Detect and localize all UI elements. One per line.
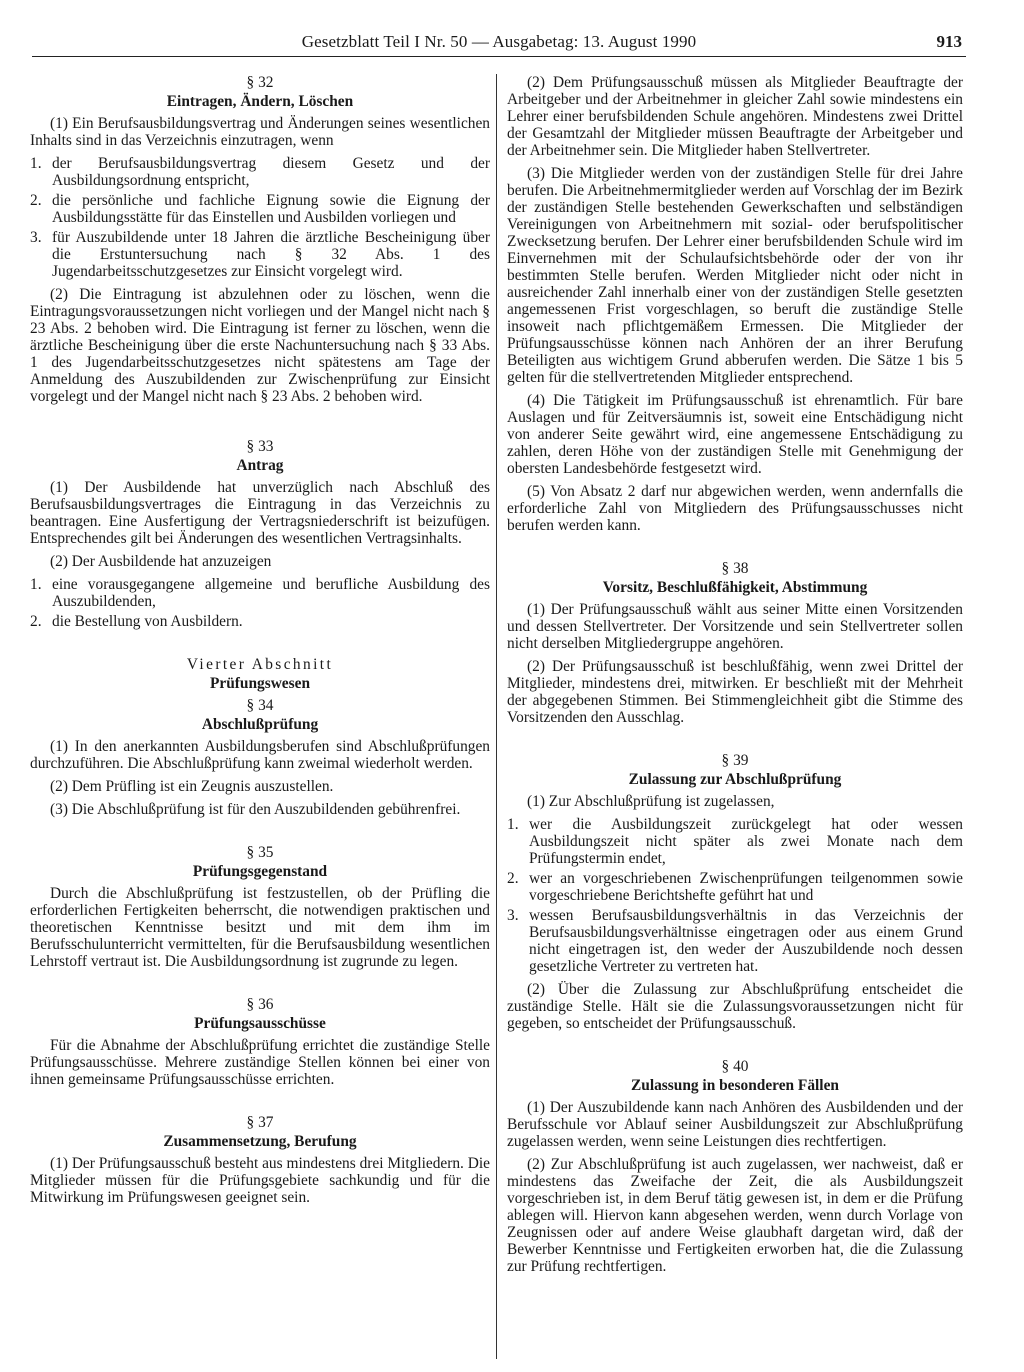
section-34 <box>30 697 490 818</box>
paragraph: (1) Der Auszubildende kann nach Anhören des Ausbildenden und der Berufsschule vor Ablauf seiner Ausbildungszeit zur Abschlußprüfung zugelassen werden, wenn seine Leistungen dies rechtfertigen. <box>507 1099 963 1150</box>
right-column <box>507 74 963 1281</box>
chapter-title: Prüfungswesen <box>209 675 311 692</box>
paragraph: (1) Der Prüfungsausschuß besteht aus mindestens drei Mitgliedern. Die Mitglieder müssen für die Prüfungsgebiete sachkundig und für die Mitwirkung im Prüfungswesen geeignet sein. <box>30 1155 490 1206</box>
list-item <box>507 870 963 904</box>
section-title: Prüfungsgegenstand <box>192 863 328 880</box>
left-column <box>30 74 490 1212</box>
list-item-text: die persönliche und fachliche Eignung sowie die Eignung der Ausbildungsstätte für das Einstellen und Ausbilden vorliegen und <box>52 192 490 226</box>
paragraph: (1) Zur Abschlußprüfung ist zugelassen, <box>527 793 775 810</box>
section-title: Zulassung in besonderen Fällen <box>631 1077 839 1094</box>
section-title: Vorsitz, Beschlußfähigkeit, Abstimmung <box>602 579 868 596</box>
list-item <box>30 229 490 280</box>
list-item-number: 1. <box>30 155 42 172</box>
paragraph: (1) Ein Berufsausbildungsvertrag und Änderungen seines wesentlichen Inhalts sind in das Verzeichnis einzutragen, wenn <box>30 115 490 149</box>
column-divider <box>496 74 497 1359</box>
section-40 <box>507 1058 963 1275</box>
paragraph: Für die Abnahme der Abschlußprüfung errichtet die zuständige Stelle Prüfungsausschüsse. Mehrere zuständige Stellen können bei einer von ihnen gemeinsame Prüfungsausschüsse errichten. <box>30 1037 490 1088</box>
page-number: 913 <box>936 32 962 51</box>
list-item-text: der Berufsausbildungsvertrag diesem Gesetz und der Ausbildungsordnung entspricht, <box>52 155 490 189</box>
section-39 <box>507 752 963 1032</box>
paragraph: (2) Der Ausbildende hat anzuzeigen <box>50 553 272 570</box>
paragraph: (2) Über die Zulassung zur Abschlußprüfung entscheidet die zuständige Stelle. Hält sie die Zulassungsvoraussetzungen nicht für gegeben, so entscheidet der Prüfungsausschuß. <box>507 981 963 1032</box>
list-item-text: für Auszubildende unter 18 Jahren die ärztliche Bescheinigung über die Erstuntersuchung nach § 32 Abs. 1 des Jugendarbeitsschutzgesetzes zur Einsicht vorgelegt wird. <box>52 229 490 280</box>
section-number: § 34 <box>246 697 274 714</box>
section-number: § 33 <box>246 438 274 455</box>
paragraph: (2) Die Eintragung ist abzulehnen oder zu löschen, wenn die Eintragungsvoraussetzungen nicht vorliegen und der Mangel nicht nach § 23 Abs. 2 behoben wird. Die Eintragung ist ferner zu löschen, wenn die ärztliche Bescheinigung über die erste Nachuntersuchung nach § 33 Abs. 1 des Jugendarbeitsschutzgesetzes nicht spätestens am Tage der Anmeldung des Auszubildenden zur Zwischenprüfung zur Einsicht vorgelegt und der Mangel nicht nach § 23 Abs. 2 behoben wird. <box>30 286 490 405</box>
list-item-number: 3. <box>507 907 519 924</box>
section-37 <box>30 1114 490 1206</box>
paragraph: (2) Der Prüfungsausschuß ist beschlußfähig, wenn zwei Drittel der Mitglieder, mindestens drei, mitwirken. Er beschließt mit der Mehrheit der abgegebenen Stimmen. Bei Stimmengleichheit gibt die Stimme des Vorsitzenden den Ausschlag. <box>507 658 963 726</box>
paragraph: (2) Dem Prüfungsausschuß müssen als Mitglieder Beauftragte der Arbeitgeber und der Arbeitnehmer in gleicher Zahl sowie mindestens ein Lehrer einer berufsbildenden Schule angehören. Mindestens zwei Drittel der Gesamtzahl der Mitglieder müssen Beauftragte der Arbeitgeber und der Arbeitnehmer sein. Die Mitglieder haben Stellvertreter. <box>507 74 963 159</box>
section-36 <box>30 996 490 1088</box>
paragraph: (1) Der Ausbildende hat unverzüglich nach Abschluß des Berufsausbildungsvertrages die Eintragung in das Verzeichnis zu beantragen. Eine Ausfertigung der Vertragsniederschrift ist beizufügen. Entsprechendes gilt bei Änderungen des wesentlichen Vertragsinhalts. <box>30 479 490 547</box>
section-title: Abschlußprüfung <box>201 716 319 733</box>
section-number: § 38 <box>721 560 749 577</box>
list-item-text: eine vorausgegangene allgemeine und berufliche Ausbildung des Auszubildenden, <box>52 576 490 610</box>
chapter-heading <box>30 656 490 692</box>
section-title: Eintragen, Ändern, Löschen <box>166 93 354 110</box>
numbered-list <box>30 576 490 630</box>
list-item-number: 1. <box>507 816 519 833</box>
section-number: § 35 <box>246 844 274 861</box>
list-item <box>30 576 490 610</box>
page-header <box>32 30 966 57</box>
list-item <box>30 613 490 630</box>
paragraph: (1) In den anerkannten Ausbildungsberufen sind Abschlußprüfungen durchzuführen. Die Abschlußprüfung kann zweimal wiederholt werden. <box>30 738 490 772</box>
list-item-number: 3. <box>30 229 42 246</box>
paragraph: (4) Die Tätigkeit im Prüfungsausschuß ist ehrenamtlich. Für bare Auslagen und für Zeitversäumnis ist, soweit eine Entschädigung nicht von anderer Seite gewährt wird, eine angemessene Entschädigung zu zahlen, deren Höhe von der zuständigen Stelle mit Genehmigung der obersten Landesbehörde festgesetzt wird. <box>507 392 963 477</box>
list-item <box>507 907 963 975</box>
list-item <box>507 816 963 867</box>
numbered-list <box>30 155 490 280</box>
section-number: § 39 <box>721 752 749 769</box>
chapter-label: Vierter Abschnitt <box>186 656 334 673</box>
list-item-number: 2. <box>507 870 519 887</box>
list-item-text: wessen Berufsausbildungsverhältnis in das Verzeichnis der Berufsausbildungsverhältnisse eingetragen oder aus einem Grund nicht eingetragen ist, den weder der Auszubildende noch dessen gesetzliche Vertreter zu vertreten hat. <box>529 907 963 975</box>
paragraph: (3) Die Abschlußprüfung ist für den Auszubildenden gebührenfrei. <box>50 801 461 818</box>
paragraph: (2) Dem Prüfling ist ein Zeugnis auszustellen. <box>50 778 334 795</box>
list-item-text: wer die Ausbildungszeit zurückgelegt hat oder wessen Ausbildungszeit nicht später als zwei Monate nach dem Prüfungstermin endet, <box>529 816 963 867</box>
section-title: Antrag <box>236 457 284 474</box>
list-item-text: wer an vorgeschriebenen Zwischenprüfungen teilgenommen sowie vorgeschriebene Berichtshefte geführt hat und <box>529 870 963 904</box>
section-number: § 40 <box>721 1058 749 1075</box>
section-32 <box>30 74 490 405</box>
header-title: Gesetzblatt Teil I Nr. 50 — Ausgabetag: 13. August 1990 <box>301 32 697 51</box>
paragraph: (1) Der Prüfungsausschuß wählt aus seiner Mitte einen Vorsitzenden und dessen Stellvertreter. Der Vorsitzende und sein Stellvertreter sollen nicht derselben Mitgliedergruppe angehören. <box>507 601 963 652</box>
section-37-continued <box>507 74 963 534</box>
section-35 <box>30 844 490 970</box>
section-title: Prüfungsausschüsse <box>194 1015 326 1032</box>
numbered-list <box>507 816 963 975</box>
list-item-number: 2. <box>30 192 42 209</box>
paragraph: (5) Von Absatz 2 darf nur abgewichen werden, wenn andernfalls die erforderliche Zahl von Mitgliedern des Prüfungsausschusses nicht berufen werden kann. <box>507 483 963 534</box>
paragraph: (3) Die Mitglieder werden von der zuständigen Stelle für drei Jahre berufen. Die Arbeitnehmermitglieder werden auf Vorschlag der im Bezirk der zuständigen Stelle bestehenden Gewerkschaften und selbständigen Vereinigungen von Arbeitnehmern mit sozial- oder berufspolitischer Zwecksetzung berufen. Der Lehrer einer berufsbildenden Schule wird im Einvernehmen mit der Schulaufsichtsbehörde oder der von ihr bestimmten Stelle berufen. Werden Mitglieder nicht oder nicht in ausreichender Zahl innerhalb einer von der zuständigen Stelle gesetzten angemessenen Frist vorgeschlagen, so beruft die zuständige Stelle insoweit nach pflichtgemäßem Ermessen. Die Mitglieder der Prüfungsausschüsse können nach Anhören der an ihrer Berufung Beteiligten aus wichtigem Grund abberufen werden. Die Sätze 1 bis 5 gelten für die stellvertretenden Mitglieder entsprechend. <box>507 165 963 386</box>
section-title: Zusammensetzung, Berufung <box>163 1133 357 1150</box>
section-title: Zulassung zur Abschlußprüfung <box>628 771 842 788</box>
list-item-number: 2. <box>30 613 42 630</box>
section-number: § 36 <box>246 996 274 1013</box>
list-item-text: die Bestellung von Ausbildern. <box>52 613 243 630</box>
list-item <box>30 192 490 226</box>
paragraph: Durch die Abschlußprüfung ist festzustellen, ob der Prüfling die erforderlichen Fertigkeiten beherrscht, die notwendigen praktischen und theoretischen Kenntnisse besitzt und mit dem ihm im Berufsschulunterricht vermittelten, für die Berufsausbildung wesentlichen Lehrstoff vertraut ist. Die Ausbildungsordnung ist zugrunde zu legen. <box>30 885 490 970</box>
section-number: § 32 <box>246 74 274 91</box>
list-item <box>30 155 490 189</box>
section-33 <box>30 438 490 630</box>
section-38 <box>507 560 963 726</box>
paragraph: (2) Zur Abschlußprüfung ist auch zugelassen, wer nachweist, daß er mindestens das Zweifache der Zeit, die als Ausbildungszeit vorgeschrieben ist, in dem Beruf tätig gewesen ist, in dem er die Prüfung ablegen will. Hiervon kann abgesehen werden, wenn durch Vorlage von Zeugnissen oder auf andere Weise glaubhaft dargetan wird, daß der Bewerber Kenntnisse und Fertigkeiten erworben hat, die die Zulassung zur Prüfung rechtfertigen. <box>507 1156 963 1275</box>
list-item-number: 1. <box>30 576 42 593</box>
section-number: § 37 <box>246 1114 274 1131</box>
